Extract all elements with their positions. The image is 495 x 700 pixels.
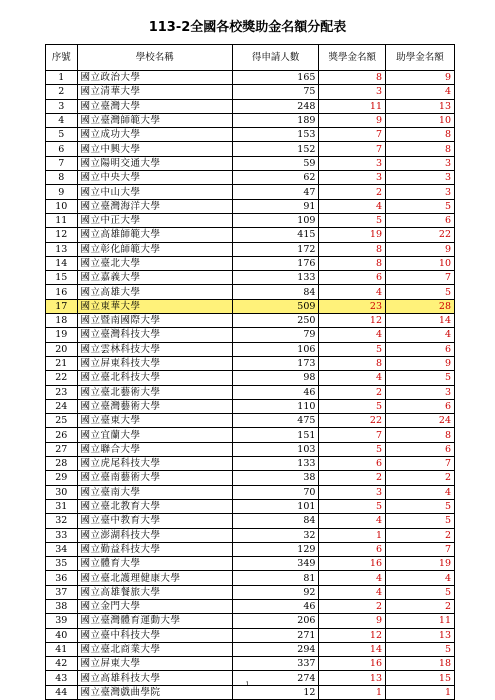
row-serial-no: 5	[46, 128, 78, 142]
table-row	[46, 113, 455, 127]
row-scholarship-quota: 12	[319, 628, 386, 642]
table-row	[46, 414, 455, 428]
row-scholarship-quota: 8	[319, 242, 386, 256]
row-applicants: 110	[232, 399, 318, 413]
row-serial-no: 32	[46, 514, 78, 528]
row-serial-no: 13	[46, 242, 78, 256]
row-grant-quota: 6	[386, 213, 455, 227]
row-scholarship-quota: 9	[319, 614, 386, 628]
row-school-name: 國立雲林科技大學	[77, 342, 232, 356]
row-serial-no: 40	[46, 628, 78, 642]
table-header-row	[46, 45, 455, 71]
header-school-name: 學校名稱	[77, 45, 232, 71]
page-title: 113-2全國各校獎助金名額分配表	[148, 20, 347, 35]
row-scholarship-quota: 2	[319, 471, 386, 485]
row-school-name: 國立東華大學	[77, 299, 232, 313]
row-scholarship-quota: 3	[319, 156, 386, 170]
row-scholarship-quota: 23	[319, 299, 386, 313]
table-row	[46, 256, 455, 270]
row-school-name: 國立中山大學	[77, 185, 232, 199]
table-row	[46, 271, 455, 285]
row-scholarship-quota: 5	[319, 342, 386, 356]
row-grant-quota: 6	[386, 442, 455, 456]
row-applicants: 81	[232, 571, 318, 585]
row-serial-no: 16	[46, 285, 78, 299]
row-serial-no: 1	[46, 71, 78, 85]
row-scholarship-quota: 1	[319, 685, 386, 699]
row-scholarship-quota: 3	[319, 85, 386, 99]
row-scholarship-quota: 8	[319, 356, 386, 370]
row-applicants: 62	[232, 171, 318, 185]
row-applicants: 153	[232, 128, 318, 142]
table-row	[46, 213, 455, 227]
table-row	[46, 442, 455, 456]
table-body	[46, 71, 455, 700]
row-applicants: 12	[232, 685, 318, 699]
row-scholarship-quota: 9	[319, 113, 386, 127]
table-row	[46, 642, 455, 656]
row-applicants: 206	[232, 614, 318, 628]
table-row	[46, 499, 455, 513]
row-school-name: 國立彰化師範大學	[77, 242, 232, 256]
row-scholarship-quota: 7	[319, 428, 386, 442]
row-school-name: 國立臺灣師範大學	[77, 113, 232, 127]
row-school-name: 國立臺灣戲曲學院	[77, 685, 232, 699]
table-row	[46, 542, 455, 556]
row-school-name: 國立中央大學	[77, 171, 232, 185]
row-serial-no: 26	[46, 428, 78, 442]
table-row	[46, 457, 455, 471]
row-applicants: 59	[232, 156, 318, 170]
row-grant-quota: 28	[386, 299, 455, 313]
row-applicants: 84	[232, 285, 318, 299]
row-applicants: 103	[232, 442, 318, 456]
row-serial-no: 9	[46, 185, 78, 199]
table-row	[46, 599, 455, 613]
table-row	[46, 328, 455, 342]
row-school-name: 國立臺北教育大學	[77, 499, 232, 513]
row-scholarship-quota: 3	[319, 171, 386, 185]
row-scholarship-quota: 6	[319, 457, 386, 471]
table-row	[46, 85, 455, 99]
row-scholarship-quota: 8	[319, 71, 386, 85]
row-applicants: 349	[232, 557, 318, 571]
row-applicants: 75	[232, 85, 318, 99]
header-grant-quota: 助學金名額	[386, 45, 455, 71]
row-serial-no: 18	[46, 314, 78, 328]
row-applicants: 79	[232, 328, 318, 342]
row-school-name: 國立成功大學	[77, 128, 232, 142]
row-serial-no: 15	[46, 271, 78, 285]
row-serial-no: 28	[46, 457, 78, 471]
row-scholarship-quota: 4	[319, 371, 386, 385]
row-applicants: 415	[232, 228, 318, 242]
row-scholarship-quota: 12	[319, 314, 386, 328]
row-grant-quota: 9	[386, 242, 455, 256]
row-applicants: 152	[232, 142, 318, 156]
row-school-name: 國立臺南藝術大學	[77, 471, 232, 485]
row-school-name: 國立屏東大學	[77, 657, 232, 671]
table-row	[46, 528, 455, 542]
row-school-name: 國立臺北商業大學	[77, 642, 232, 656]
row-applicants: 172	[232, 242, 318, 256]
row-applicants: 133	[232, 457, 318, 471]
row-serial-no: 8	[46, 171, 78, 185]
row-scholarship-quota: 4	[319, 585, 386, 599]
row-grant-quota: 2	[386, 471, 455, 485]
row-serial-no: 19	[46, 328, 78, 342]
row-school-name: 國立陽明交通大學	[77, 156, 232, 170]
row-serial-no: 29	[46, 471, 78, 485]
row-serial-no: 31	[46, 499, 78, 513]
header-applicants: 得申請人數	[232, 45, 318, 71]
table-row	[46, 142, 455, 156]
row-grant-quota: 5	[386, 499, 455, 513]
table-row	[46, 299, 455, 313]
table-row	[46, 128, 455, 142]
row-scholarship-quota: 1	[319, 528, 386, 542]
row-grant-quota: 10	[386, 113, 455, 127]
row-scholarship-quota: 14	[319, 642, 386, 656]
row-scholarship-quota: 7	[319, 128, 386, 142]
table-row	[46, 156, 455, 170]
table-row	[46, 356, 455, 370]
table-row	[46, 614, 455, 628]
row-grant-quota: 9	[386, 71, 455, 85]
row-applicants: 38	[232, 471, 318, 485]
table-row	[46, 314, 455, 328]
row-grant-quota: 1	[386, 685, 455, 699]
row-school-name: 國立澎湖科技大學	[77, 528, 232, 542]
row-serial-no: 35	[46, 557, 78, 571]
row-scholarship-quota: 5	[319, 442, 386, 456]
row-school-name: 國立臺灣海洋大學	[77, 199, 232, 213]
row-applicants: 47	[232, 185, 318, 199]
row-scholarship-quota: 8	[319, 256, 386, 270]
row-serial-no: 6	[46, 142, 78, 156]
row-school-name: 國立臺灣體育運動大學	[77, 614, 232, 628]
table-row	[46, 242, 455, 256]
row-grant-quota: 5	[386, 199, 455, 213]
row-grant-quota: 4	[386, 485, 455, 499]
row-applicants: 475	[232, 414, 318, 428]
row-grant-quota: 4	[386, 85, 455, 99]
row-grant-quota: 15	[386, 671, 455, 685]
table-row	[46, 399, 455, 413]
row-scholarship-quota: 4	[319, 514, 386, 528]
row-serial-no: 36	[46, 571, 78, 585]
row-serial-no: 12	[46, 228, 78, 242]
table-row	[46, 228, 455, 242]
row-grant-quota: 4	[386, 328, 455, 342]
row-school-name: 國立虎尾科技大學	[77, 457, 232, 471]
row-grant-quota: 10	[386, 256, 455, 270]
row-school-name: 國立高雄大學	[77, 285, 232, 299]
row-scholarship-quota: 2	[319, 185, 386, 199]
row-applicants: 274	[232, 671, 318, 685]
row-scholarship-quota: 7	[319, 142, 386, 156]
row-serial-no: 22	[46, 371, 78, 385]
table-row	[46, 71, 455, 85]
row-school-name: 國立體育大學	[77, 557, 232, 571]
row-school-name: 國立臺北科技大學	[77, 371, 232, 385]
row-scholarship-quota: 4	[319, 328, 386, 342]
row-applicants: 337	[232, 657, 318, 671]
row-applicants: 271	[232, 628, 318, 642]
row-school-name: 國立暨南國際大學	[77, 314, 232, 328]
allocation-table	[45, 44, 455, 700]
row-grant-quota: 6	[386, 399, 455, 413]
row-school-name: 國立清華大學	[77, 85, 232, 99]
row-scholarship-quota: 19	[319, 228, 386, 242]
row-applicants: 109	[232, 213, 318, 227]
row-school-name: 國立臺中科技大學	[77, 628, 232, 642]
row-applicants: 250	[232, 314, 318, 328]
row-scholarship-quota: 2	[319, 385, 386, 399]
row-scholarship-quota: 16	[319, 557, 386, 571]
row-school-name: 國立臺灣藝術大學	[77, 399, 232, 413]
row-serial-no: 30	[46, 485, 78, 499]
table-row	[46, 99, 455, 113]
row-grant-quota: 3	[386, 171, 455, 185]
page-number: 1	[245, 681, 250, 688]
row-school-name: 國立高雄師範大學	[77, 228, 232, 242]
row-serial-no: 23	[46, 385, 78, 399]
table-row	[46, 571, 455, 585]
row-applicants: 46	[232, 385, 318, 399]
table-row	[46, 371, 455, 385]
row-school-name: 國立屏東科技大學	[77, 356, 232, 370]
row-grant-quota: 7	[386, 542, 455, 556]
row-applicants: 106	[232, 342, 318, 356]
row-serial-no: 37	[46, 585, 78, 599]
row-grant-quota: 5	[386, 514, 455, 528]
row-serial-no: 20	[46, 342, 78, 356]
row-grant-quota: 3	[386, 185, 455, 199]
row-serial-no: 2	[46, 85, 78, 99]
table-row	[46, 385, 455, 399]
row-grant-quota: 8	[386, 128, 455, 142]
row-school-name: 國立臺北藝術大學	[77, 385, 232, 399]
table-row	[46, 657, 455, 671]
row-grant-quota: 3	[386, 156, 455, 170]
row-scholarship-quota: 4	[319, 285, 386, 299]
row-serial-no: 33	[46, 528, 78, 542]
row-grant-quota: 5	[386, 642, 455, 656]
row-grant-quota: 7	[386, 457, 455, 471]
row-grant-quota: 8	[386, 142, 455, 156]
table-row	[46, 514, 455, 528]
row-applicants: 133	[232, 271, 318, 285]
table-row	[46, 285, 455, 299]
row-school-name: 國立中興大學	[77, 142, 232, 156]
row-grant-quota: 13	[386, 628, 455, 642]
table-row	[46, 342, 455, 356]
row-scholarship-quota: 2	[319, 599, 386, 613]
row-school-name: 國立高雄餐旅大學	[77, 585, 232, 599]
row-grant-quota: 14	[386, 314, 455, 328]
row-applicants: 101	[232, 499, 318, 513]
header-serial-no: 序號	[46, 45, 78, 71]
row-grant-quota: 19	[386, 557, 455, 571]
row-school-name: 國立金門大學	[77, 599, 232, 613]
row-serial-no: 11	[46, 213, 78, 227]
row-applicants: 248	[232, 99, 318, 113]
row-applicants: 92	[232, 585, 318, 599]
row-serial-no: 3	[46, 99, 78, 113]
row-applicants: 509	[232, 299, 318, 313]
row-serial-no: 41	[46, 642, 78, 656]
row-school-name: 國立嘉義大學	[77, 271, 232, 285]
row-school-name: 國立臺灣科技大學	[77, 328, 232, 342]
row-grant-quota: 24	[386, 414, 455, 428]
table-row	[46, 428, 455, 442]
table-row	[46, 199, 455, 213]
row-grant-quota: 5	[386, 285, 455, 299]
row-grant-quota: 13	[386, 99, 455, 113]
table-row	[46, 557, 455, 571]
row-scholarship-quota: 5	[319, 213, 386, 227]
row-serial-no: 17	[46, 299, 78, 313]
row-applicants: 70	[232, 485, 318, 499]
row-scholarship-quota: 5	[319, 499, 386, 513]
row-grant-quota: 22	[386, 228, 455, 242]
header-scholarship-quota: 獎學金名額	[319, 45, 386, 71]
table-row	[46, 485, 455, 499]
row-serial-no: 38	[46, 599, 78, 613]
row-grant-quota: 2	[386, 528, 455, 542]
row-serial-no: 24	[46, 399, 78, 413]
row-serial-no: 42	[46, 657, 78, 671]
table-row	[46, 171, 455, 185]
row-school-name: 國立臺東大學	[77, 414, 232, 428]
row-school-name: 國立臺南大學	[77, 485, 232, 499]
row-scholarship-quota: 3	[319, 485, 386, 499]
row-grant-quota: 8	[386, 428, 455, 442]
row-applicants: 84	[232, 514, 318, 528]
table-row	[46, 628, 455, 642]
row-school-name: 國立臺灣大學	[77, 99, 232, 113]
row-applicants: 173	[232, 356, 318, 370]
row-serial-no: 14	[46, 256, 78, 270]
row-school-name: 國立高雄科技大學	[77, 671, 232, 685]
row-scholarship-quota: 5	[319, 399, 386, 413]
row-school-name: 國立聯合大學	[77, 442, 232, 456]
row-scholarship-quota: 13	[319, 671, 386, 685]
row-school-name: 國立臺中教育大學	[77, 514, 232, 528]
row-school-name: 國立中正大學	[77, 213, 232, 227]
row-grant-quota: 2	[386, 599, 455, 613]
row-scholarship-quota: 22	[319, 414, 386, 428]
row-serial-no: 4	[46, 113, 78, 127]
row-serial-no: 34	[46, 542, 78, 556]
row-serial-no: 39	[46, 614, 78, 628]
row-scholarship-quota: 16	[319, 657, 386, 671]
row-applicants: 32	[232, 528, 318, 542]
row-serial-no: 21	[46, 356, 78, 370]
row-school-name: 國立臺北大學	[77, 256, 232, 270]
row-applicants: 46	[232, 599, 318, 613]
row-school-name: 國立臺北護理健康大學	[77, 571, 232, 585]
row-applicants: 189	[232, 113, 318, 127]
row-serial-no: 25	[46, 414, 78, 428]
row-applicants: 129	[232, 542, 318, 556]
row-scholarship-quota: 4	[319, 199, 386, 213]
row-school-name: 國立勤益科技大學	[77, 542, 232, 556]
row-applicants: 176	[232, 256, 318, 270]
row-grant-quota: 5	[386, 371, 455, 385]
row-serial-no: 44	[46, 685, 78, 699]
row-grant-quota: 3	[386, 385, 455, 399]
row-serial-no: 10	[46, 199, 78, 213]
row-grant-quota: 6	[386, 342, 455, 356]
table-row	[46, 471, 455, 485]
row-applicants: 98	[232, 371, 318, 385]
row-scholarship-quota: 6	[319, 271, 386, 285]
row-grant-quota: 9	[386, 356, 455, 370]
row-school-name: 國立政治大學	[77, 71, 232, 85]
row-grant-quota: 4	[386, 571, 455, 585]
row-grant-quota: 11	[386, 614, 455, 628]
row-school-name: 國立宜蘭大學	[77, 428, 232, 442]
row-grant-quota: 7	[386, 271, 455, 285]
table-row	[46, 585, 455, 599]
row-scholarship-quota: 11	[319, 99, 386, 113]
table-row	[46, 185, 455, 199]
row-applicants: 151	[232, 428, 318, 442]
row-applicants: 91	[232, 199, 318, 213]
row-scholarship-quota: 4	[319, 571, 386, 585]
row-serial-no: 43	[46, 671, 78, 685]
row-applicants: 294	[232, 642, 318, 656]
row-scholarship-quota: 6	[319, 542, 386, 556]
row-grant-quota: 18	[386, 657, 455, 671]
row-serial-no: 7	[46, 156, 78, 170]
row-grant-quota: 5	[386, 585, 455, 599]
row-applicants: 165	[232, 71, 318, 85]
row-serial-no: 27	[46, 442, 78, 456]
